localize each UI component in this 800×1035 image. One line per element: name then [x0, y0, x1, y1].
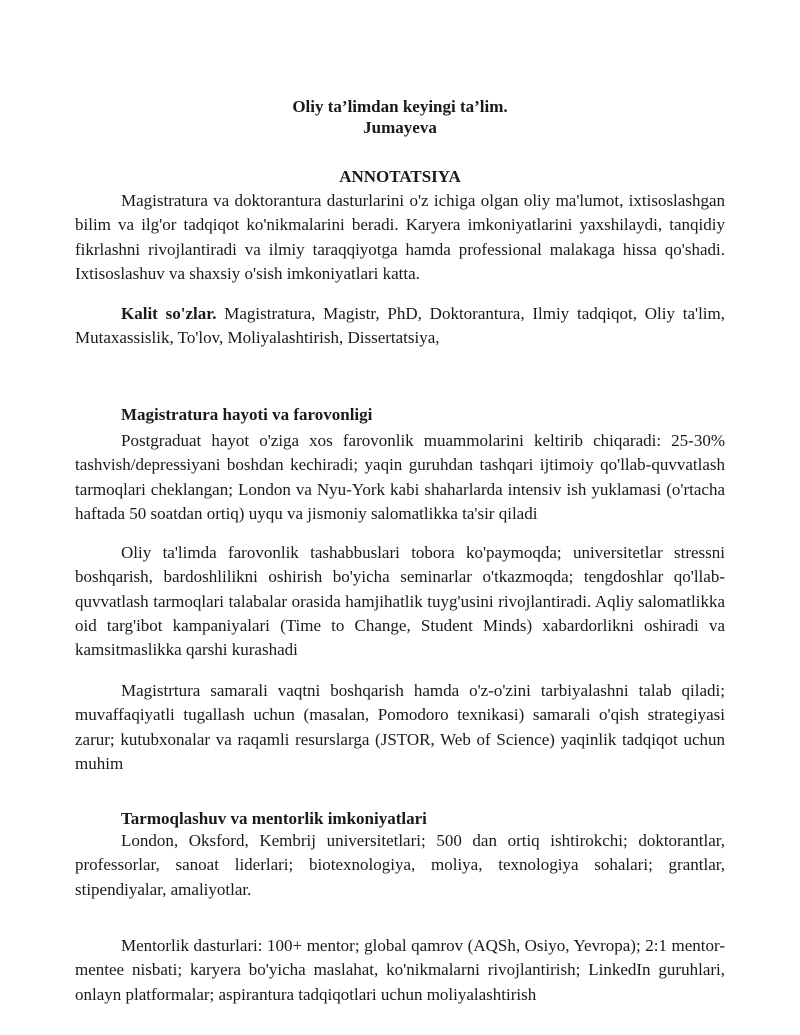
- wellbeing-paragraph-2: Oliy ta'limda farovonlik tashabbuslari tobora ko'paymoqda; universitetlar stressni boshqarish, bardoshlilikni oshirish bo'yicha seminarlar o'tkazmoqda; tengdoshlar qo'llab-quvvatlash tarmoqlari talabalar orasida hamjihatlik tuyg'usini rivojlantiradi. Aqliy salomatlikka oid targ'ibot kampaniyalari (Time to Change, Student Minds) xabardorlikni oshiradi va kamsitmaslikka qarshi kurashadi: [75, 543, 725, 660]
- keywords-label: Kalit so'zlar.: [121, 304, 217, 323]
- wellbeing-paragraph-1: Postgraduat hayot o'ziga xos farovonlik muammolarini keltirib chiqaradi: 25-30% tashvish/depressiyani boshdan kechiradi; yaqin guruhdan tashqari ijtimoiy qo'llab-quvvatlash tarmoqlari cheklangan; London va Nyu-York kabi shaharlarda intensiv ish yuklamasi (o'rtacha haftada 50 soatdan ortiq) uyqu va jismoniy salomatlikka ta'sir qiladi: [75, 431, 725, 523]
- abstract-heading: ANNOTATSIYA: [339, 167, 461, 186]
- author-name: Jumayeva: [363, 118, 437, 137]
- keywords-text: Magistratura, Magistr, PhD, Doktorantura, Ilmiy tadqiqot, Oliy ta'lim, Mutaxassislik, To'lov, Moliyalashtirish, Dissertatsiya,: [75, 304, 725, 348]
- abstract-paragraph: Magistratura va doktorantura dasturlarini o'z ichiga olgan oliy ma'lumot, ixtisoslashgan bilim va ilg'or tadqiqot ko'nikmalarini beradi. Karyera imkoniyatlarini yaxshilaydi, tanqidiy fikrlashni rivojlantiradi va ilmiy taraqqiyotga hamda professional malakaga hissa qo'shadi. Ixtisoslashuv va shaxsiy o'sish imkoniyatlari katta.: [75, 191, 725, 283]
- document-title: Oliy ta’limdan keyingi ta’lim.: [292, 97, 508, 116]
- section-heading-networking: Tarmoqlashuv va mentorlik imkoniyatlari: [121, 809, 427, 828]
- networking-paragraph-1: London, Oksford, Kembrij universitetlari; 500 dan ortiq ishtirokchi; doktorantlar, professorlar, sanoat liderlari; biotexnologiya, moliya, texnologiya sohalari; grantlar, stipendiyalar, amaliyotlar.: [75, 831, 725, 899]
- section-heading-wellbeing: Magistratura hayoti va farovonligi: [121, 405, 373, 424]
- keywords-paragraph: [75, 302, 725, 351]
- networking-paragraph-2: Mentorlik dasturlari: 100+ mentor; global qamrov (AQSh, Osiyo, Yevropa); 2:1 mentor-mentee nisbati; karyera bo'yicha maslahat, ko'nikmalarni rivojlantirish; LinkedIn guruhlari, onlayn platformalar; aspirantura tadqiqotlari uchun moliyalashtirish: [75, 936, 725, 1004]
- wellbeing-paragraph-3: Magistrtura samarali vaqtni boshqarish hamda o'z-o'zini tarbiyalashni talab qiladi; muvaffaqiyatli tugallash uchun (masalan, Pomodoro texnikasi) samarali o'qish strategiyasi zarur; kutubxonalar va raqamli resurslarga (JSTOR, Web of Science) yaqinlik tadqiqot uchun muhim: [75, 681, 725, 773]
